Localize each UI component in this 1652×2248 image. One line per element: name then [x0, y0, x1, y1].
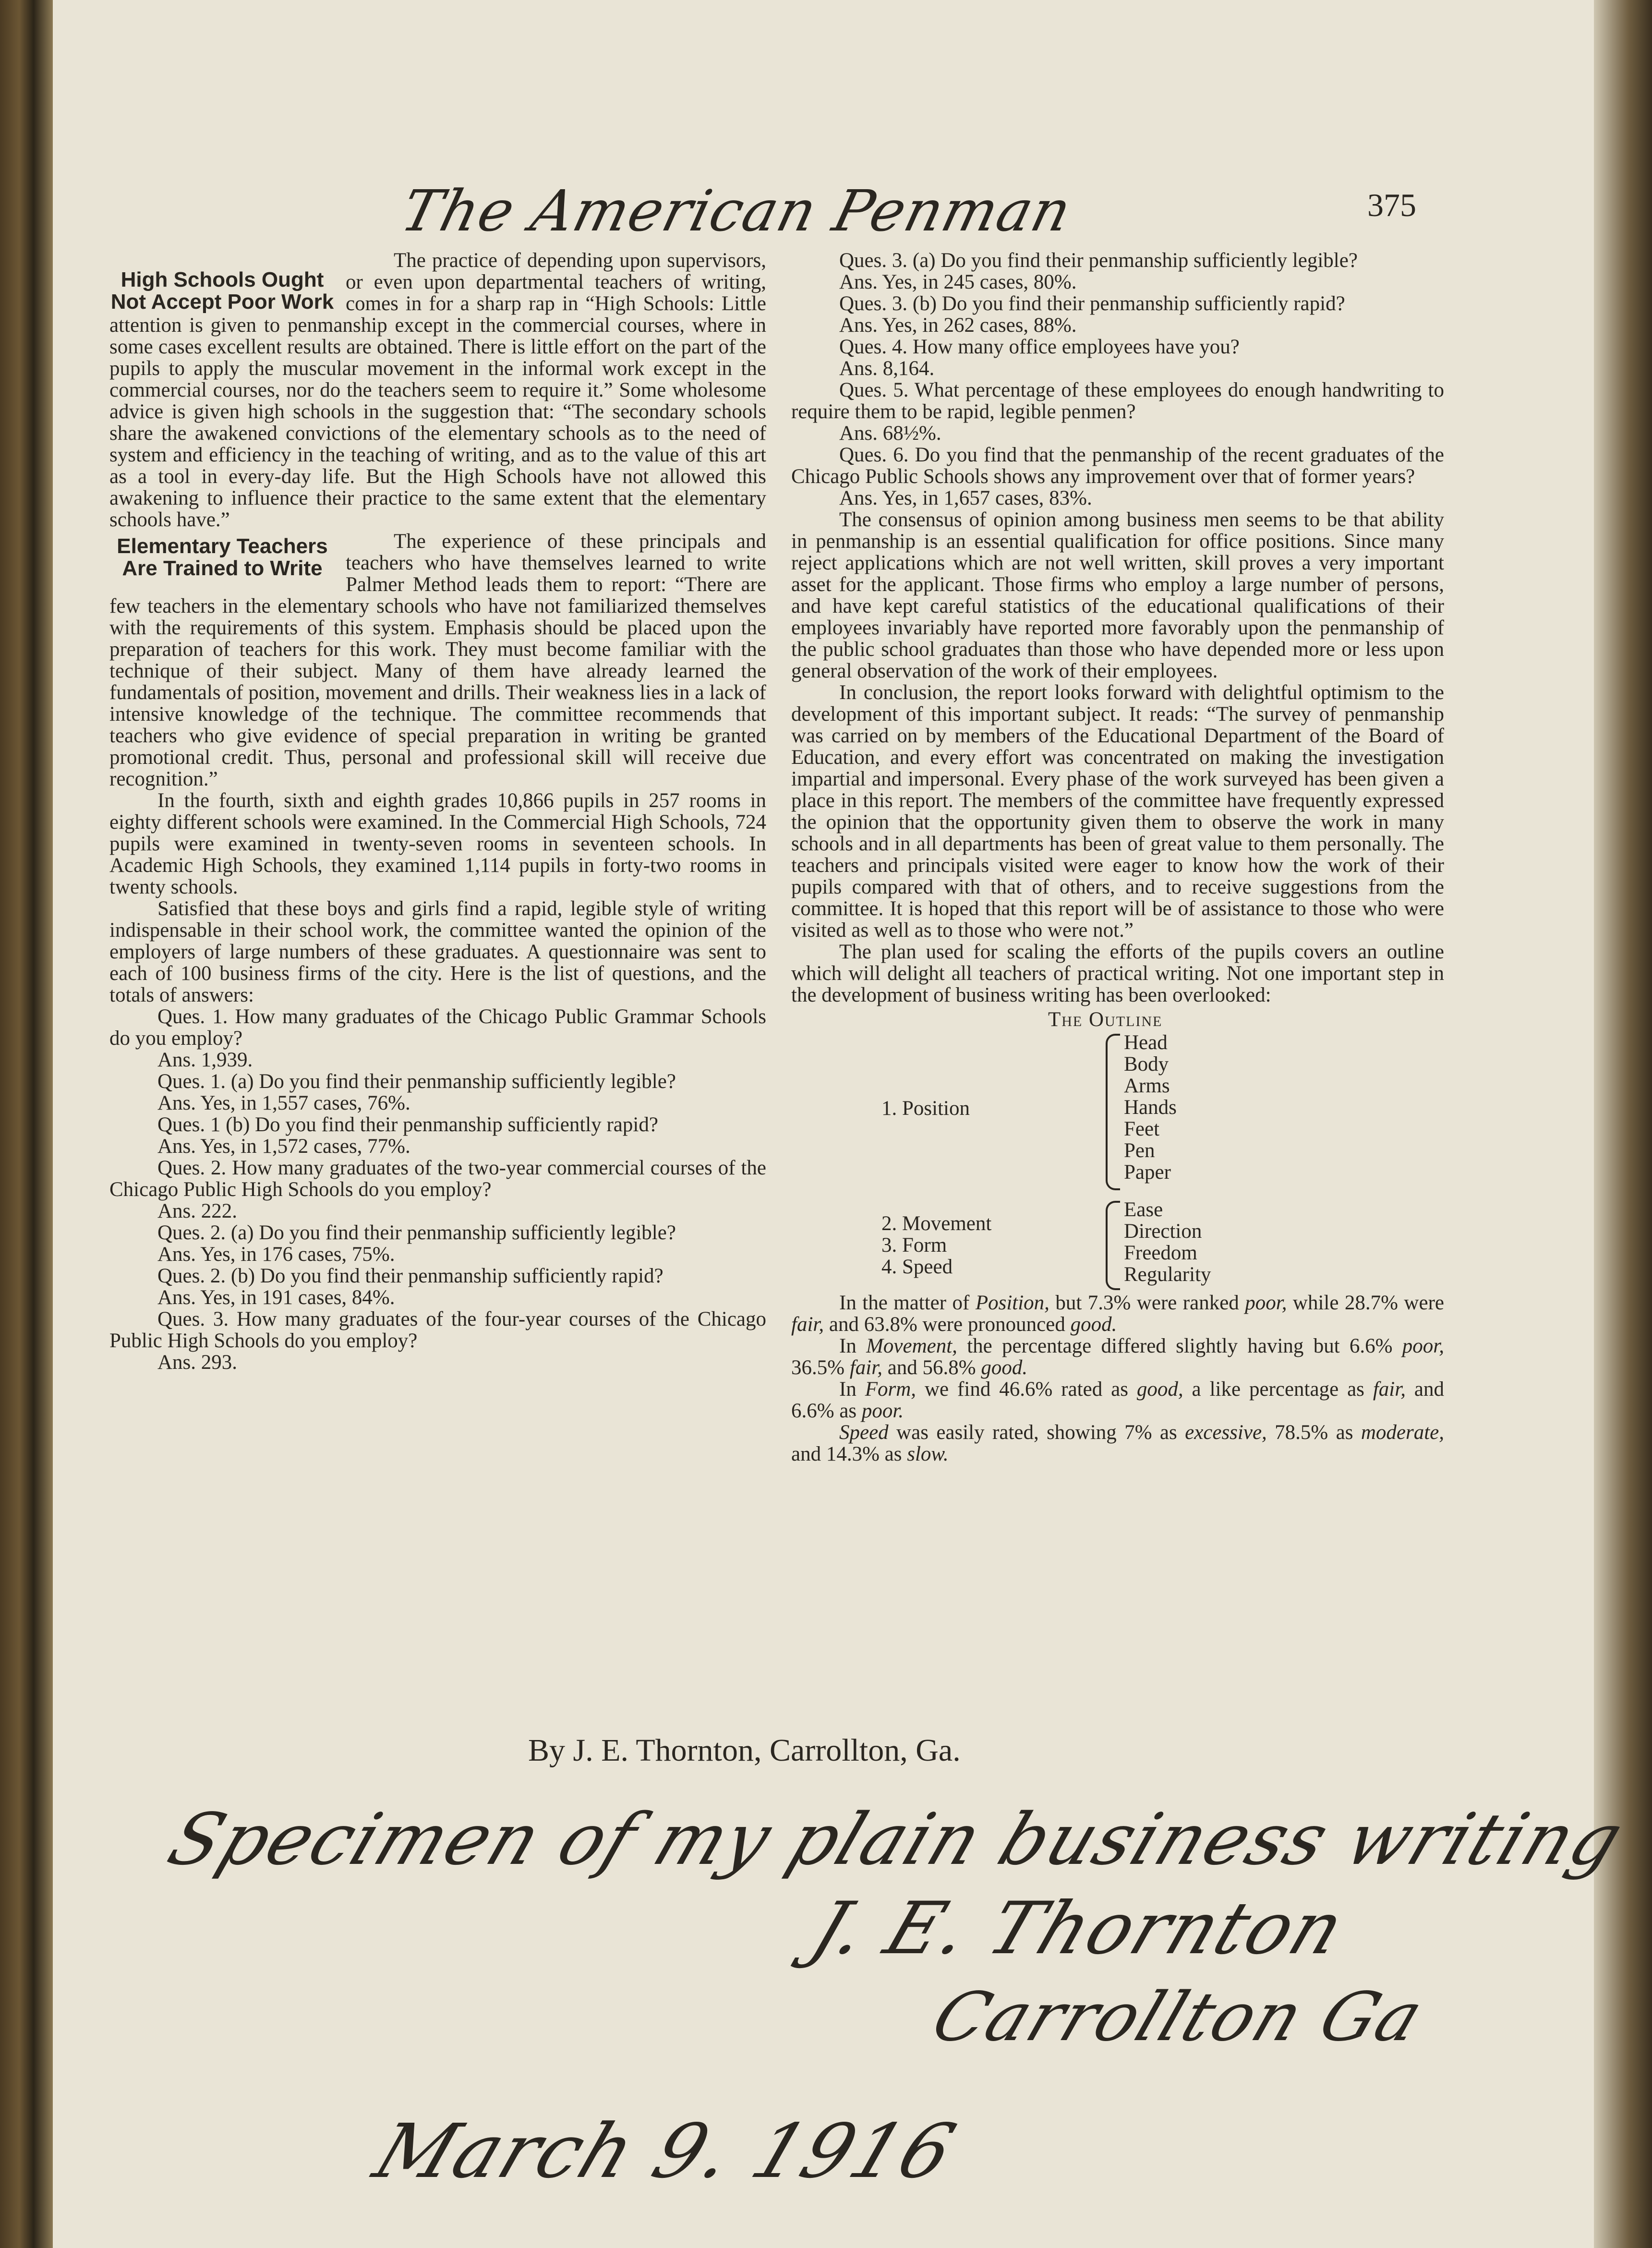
answer-item: Ans. 8,164.: [839, 357, 935, 380]
brace-movement-form-speed: [1106, 1201, 1120, 1290]
outline-sub-item: Feet: [1124, 1118, 1160, 1140]
answer-item: Ans. Yes, in 1,557 cases, 76%.: [157, 1092, 410, 1114]
question-item: Ques. 3. (b) Do you find their penmanship sufficiently rapid?: [839, 292, 1345, 315]
scan-right-edge: [1594, 0, 1652, 2248]
results-position: In the matter of Position, but 7.3% were ranked poor, while 28.7% were fair, and 63.8% were pronounced good.: [791, 1292, 1444, 1336]
answer-item: Ans. Yes, in 191 cases, 84%.: [157, 1286, 395, 1309]
answer-item: Ans. Yes, in 1,657 cases, 83%.: [839, 487, 1092, 509]
article-paragraph: In the fourth, sixth and eighth grades 10,866 pupils in 257 rooms in eighty different schools were examined. In the Commercial High Schools, 724 pupils were examined in twenty-seven rooms in seventeen schools. In Academic High Schools, they examined 1,114 pupils in forty-two rooms in twenty schools.: [109, 789, 766, 898]
outline-sub-item: Regularity: [1124, 1263, 1211, 1286]
page-number: 375: [1367, 187, 1416, 223]
outline-item-position: 1. Position: [881, 1097, 970, 1120]
question-item: Ques. 2. How many graduates of the two-year commercial courses of the Chicago Public High Schools do you employ?: [109, 1157, 766, 1201]
article-paragraph: The consensus of opinion among business men seems to be that ability in penmanship is an essential qualification for office positions. Since many reject applications which are not well written, skill proves a very important asset for the applicant. Those firms who employ a large number of persons, and have kept careful statistics of the educational qualifications of their employees invariably have reported more favorably upon the penmanship of the public school graduates than those who have depended more or less upon general observation of the work of their employees.: [791, 508, 1444, 682]
outline-sub-item: Freedom: [1124, 1242, 1197, 1264]
question-item: Ques. 6. Do you find that the penmanship of the recent graduates of the Chicago Public Schools shows any improvement over that of former years?: [791, 444, 1444, 488]
article-paragraph: The practice of depending upon supervisors, or even upon departmental teachers of writing, comes in for a sharp rap in “High Schools: Little attention is given to penmanship except in the commercial courses, where in some cases excellent results are obtained. There is little effort on the part of the pupils to apply the muscular movement in the informal work except in the commercial courses, nor do the teachers seem to require it.” Some wholesome advice is given high schools in the suggestion that: “The secondary schools share the awakened convictions of the elementary schools as to the need of system and efficiency in the teaching of writing, and as to the value of this art as a tool in every-day life. But the High Schools have not allowed this awakening to influence their practice to the same extent that the elementary schools have.”: [109, 249, 766, 531]
answer-item: Ans. Yes, in 176 cases, 75%.: [157, 1243, 395, 1266]
left-column: [109, 250, 766, 1373]
results-speed: Speed was easily rated, showing 7% as excessive, 78.5% as moderate, and 14.3% as slow.: [791, 1421, 1444, 1465]
outline-sub-item: Body: [1124, 1053, 1169, 1076]
article-paragraph: Satisfied that these boys and girls find a rapid, legible style of writing indispensable in their school work, the committee wanted the opinion of the employers of large numbers of these graduates. A questionnaire was sent to each of 100 business firms of the city. Here is the list of questions, and the totals of answers:: [109, 897, 766, 1006]
results-movement: In Movement, the percentage differed slightly having but 6.6% poor, 36.5% fair, and 56.8% good.: [791, 1335, 1444, 1379]
outline-sub-item: Pen: [1124, 1139, 1155, 1162]
question-item: Ques. 3. How many graduates of the four-year courses of the Chicago Public High Schools do you employ?: [109, 1308, 766, 1352]
results-form: In Form, we find 46.6% rated as good, a like percentage as fair, and 6.6% as poor.: [791, 1378, 1444, 1422]
answer-item: Ans. Yes, in 262 cases, 88%.: [839, 314, 1077, 337]
outline-table: [791, 1009, 1444, 1292]
right-column: [791, 250, 1444, 1465]
outline-title: The Outline: [1048, 1008, 1163, 1031]
answer-item: Ans. Yes, in 1,572 cases, 77%.: [157, 1135, 410, 1158]
outline-sub-item: Hands: [1124, 1096, 1177, 1119]
question-item: Ques. 4. How many office employees have you?: [839, 336, 1240, 358]
answer-item: Ans. 1,939.: [157, 1049, 253, 1071]
byline: By J. E. Thornton, Carrollton, Ga.: [528, 1733, 961, 1768]
answer-item: Ans. 293.: [157, 1351, 238, 1374]
outline-item-speed: 4. Speed: [881, 1256, 953, 1278]
question-item: Ques. 2. (a) Do you find their penmanship sufficiently legible?: [157, 1221, 676, 1244]
question-item: Ques. 1 (b) Do you find their penmanship sufficiently rapid?: [157, 1113, 658, 1136]
masthead: [395, 178, 1123, 244]
question-item: Ques. 2. (b) Do you find their penmanship sufficiently rapid?: [157, 1265, 663, 1287]
question-item: Ques. 1. How many graduates of the Chicago Public Grammar Schools do you employ?: [109, 1005, 766, 1050]
article-paragraph: In conclusion, the report looks forward with delightful optimism to the development of this important subject. It reads: “The survey of penmanship was carried on by members of the Educational Department of the Board of Education, and every effort was concentrated on making the investigation impartial and impersonal. Every phase of the work surveyed has been given a place in this report. The members of the committee have frequently expressed the opinion that the opportunity given them to observe the work in many schools and in all departments has been of great value to them personally. The teachers and principals visited were eager to know how the work of their pupils compared with that of others, and to receive suggestions from the committee. It is hoped that this report will be of assistance to those who were visited as well as to those who were not.”: [791, 681, 1444, 942]
brace-position: [1106, 1034, 1120, 1190]
question-item: Ques. 3. (a) Do you find their penmanship sufficiently legible?: [839, 249, 1358, 272]
handwriting-date: March 9. 1916: [363, 2108, 967, 2195]
masthead-title: The American Penman: [395, 178, 1079, 244]
outline-sub-item: Paper: [1124, 1161, 1171, 1184]
outline-sub-item: Ease: [1124, 1198, 1163, 1221]
outline-sub-item: Arms: [1124, 1075, 1170, 1097]
handwriting-location: Carrollton Ga: [922, 1978, 1435, 2056]
question-item: Ques. 5. What percentage of these employees do enough handwriting to require them to be rapid, legible penmen?: [791, 379, 1444, 423]
outline-sub-item: Direction: [1124, 1220, 1202, 1243]
side-head-elementary-teachers: Elementary Teachers Are Trained to Write: [117, 534, 328, 580]
outline-sub-item: Head: [1124, 1031, 1168, 1054]
question-item: Ques. 1. (a) Do you find their penmanship sufficiently legible?: [157, 1070, 676, 1093]
article-paragraph: The plan used for scaling the efforts of the pupils covers an outline which will delight all teachers of practical writing. Not one important step in the development of business writing has been overlooked:: [791, 941, 1444, 1006]
article-paragraph: The experience of these principals and teachers who have themselves learned to write Palmer Method leads them to report: “There are few teachers in the elementary schools who have not familiarized themselves with the requirements of this system. Emphasis should be placed upon the preparation of teachers for this work. They must become familiar with the technique of their subject. Many of them have already learned the fundamentals of position, movement and drills. Their weakness lies in a lack of intensive knowledge of the technique. The committee recommends that teachers who give evidence of special preparation in writing be granted promotional credit. Thus, personal and professional skill will receive due recognition.”: [109, 530, 766, 790]
side-head-high-schools: High Schools Ought Not Accept Poor Work: [110, 268, 334, 314]
handwriting-signature: J. E. Thornton: [801, 1887, 1356, 1970]
outline-item-movement: 2. Movement: [881, 1212, 992, 1235]
answer-item: Ans. 222.: [157, 1200, 238, 1222]
outline-item-form: 3. Form: [881, 1234, 947, 1257]
answer-item: Ans. 68½%.: [839, 422, 941, 445]
answer-item: Ans. Yes, in 245 cases, 80%.: [839, 271, 1077, 293]
handwriting-specimen-line: Specimen of my plain business writing: [157, 1798, 1635, 1881]
